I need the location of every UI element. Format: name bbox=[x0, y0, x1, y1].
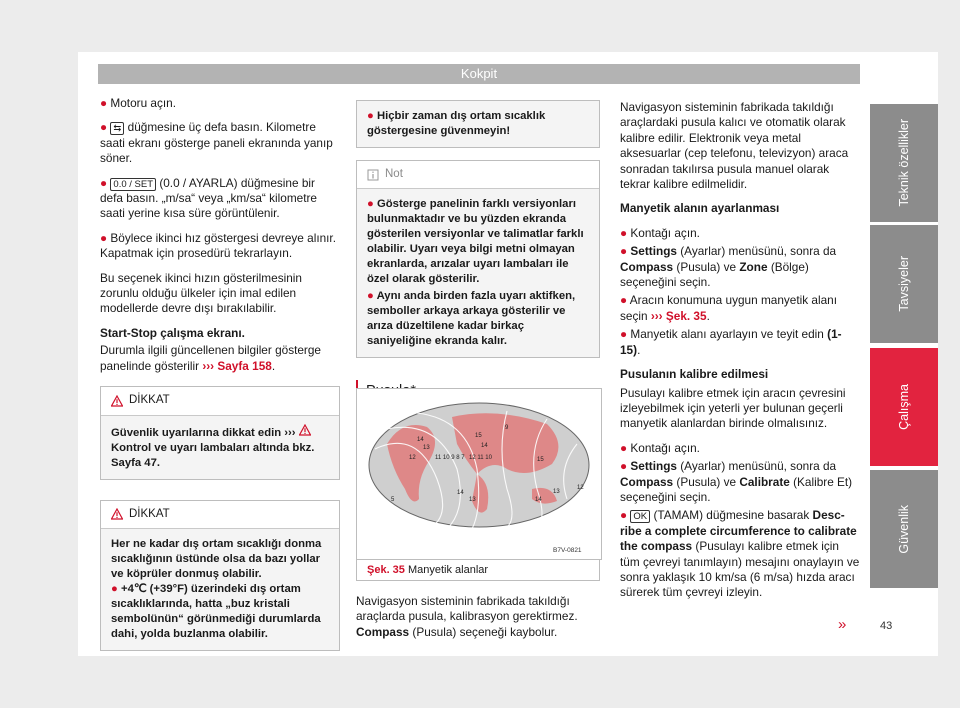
ok-button-key: OK bbox=[630, 510, 650, 523]
warning-box: DİKKAT Her ne kadar dış ortam sıcaklığı donma sıcaklığının üstünde olsa da bazı yollar ve köprüler donmuş olabilir. ● +4℃ (+39°F) üzerindeki dış ortam sıcaklıklarında, hatta „buz kristali sembolünün“ görünmediği durumlarda dahi, yolda buzlanma olabilir. bbox=[100, 500, 340, 651]
warning-triangle-icon bbox=[299, 424, 311, 436]
step-2: ● ⇆ düğmesine üç defa basın. Kilometre saati ekranı gösterge paneli ekranında yanıp söner. bbox=[100, 120, 333, 166]
section-heading: Pusulanın kalibre edilmesi bbox=[620, 367, 769, 382]
paragraph: Bu seçenek ikinci hızın gösterilmesinin zorunlu olduğu ülkeler için imal edilen modellerde devre dışı bırakılabilir. bbox=[100, 270, 302, 316]
note-title: Not bbox=[385, 168, 403, 180]
figure-reference-link[interactable]: ››› Şek. 35 bbox=[650, 308, 707, 323]
svg-text:15: 15 bbox=[537, 457, 544, 463]
step-1: ● Motoru açın. bbox=[100, 96, 176, 110]
step-3: ● 0.0 / SET (0.0 / AYARLA) düğmesine bir defa basın. „m/sa“ veya „km/sa“ kilometre saati yerine kısa süre görüntülenir. bbox=[100, 175, 317, 221]
section-heading: Manyetik alanın ayarlanması bbox=[620, 201, 780, 216]
svg-text:5: 5 bbox=[391, 497, 395, 503]
svg-text:11 10 9 8 7: 11 10 9 8 7 bbox=[435, 455, 465, 461]
warning-box: ● Hiçbir zaman dış ortam sıcaklık göstergesine güvenmeyin! bbox=[356, 100, 600, 148]
svg-text:14: 14 bbox=[481, 443, 488, 449]
paragraph: Pusulayı kalibre etmek için aracın çevresini izleyebilmek için yeterli yer bulunan geçerli manyetik alanlardan birinde olmalısınız. bbox=[620, 385, 846, 431]
column-2-bottom bbox=[356, 594, 600, 649]
figure-caption: Şek. 35 Manyetik alanlar bbox=[356, 559, 600, 581]
column-1 bbox=[100, 96, 340, 651]
page-number: 43 bbox=[880, 620, 893, 632]
warning-title: DİKKAT bbox=[129, 507, 170, 520]
paragraph: Navigasyon sisteminin fabrikada takıldığı araçlardaki pusula kalıcı ve otomatik olarak kalibre edilir. Elektronik veya metal aksesuarlar (cep telefonu, televizyon) araca sonradan takılırsa pusula manuel olarak tekrar kalibre edilmelidir. bbox=[620, 100, 849, 192]
svg-text:12: 12 bbox=[409, 455, 416, 461]
world-map-image bbox=[357, 389, 601, 559]
warning-box: DİKKAT Güvenlik uyarılarına dikkat edin ››› Kontrol ve uyarı lambaları altında bkz. Sayfa 47. bbox=[100, 386, 340, 479]
tab-calisma[interactable]: Çalışma bbox=[870, 348, 938, 466]
continue-arrow: » bbox=[838, 616, 847, 633]
svg-text:12: 12 bbox=[577, 485, 584, 491]
svg-text:13: 13 bbox=[469, 497, 476, 503]
warning-triangle-icon bbox=[111, 395, 123, 407]
svg-text:14: 14 bbox=[535, 497, 542, 503]
svg-text:9: 9 bbox=[505, 425, 509, 431]
set-button-key: 0.0 / SET bbox=[110, 178, 156, 191]
paragraph: Navigasyon sisteminin fabrikada takıldığı araçlarda pusula, kalibrasyon gerektirmez. Compass (Pusula) seçeneği kaybolur. bbox=[356, 594, 578, 639]
warning-title: DİKKAT bbox=[129, 394, 170, 407]
svg-text:13: 13 bbox=[423, 445, 430, 451]
menu-button-icon: ⇆ bbox=[110, 122, 124, 135]
column-2 bbox=[356, 100, 600, 402]
magnetic-zones-figure bbox=[356, 388, 602, 560]
svg-text:14: 14 bbox=[417, 437, 424, 443]
section-heading: Start-Stop çalışma ekranı. bbox=[100, 325, 245, 340]
info-icon bbox=[367, 169, 379, 181]
step-4: ● Böylece ikinci hız göstergesi devreye alınır. Kapatmak için prosedürü tekrarlayın. bbox=[100, 230, 336, 261]
page-reference-link[interactable]: ››› Sayfa 158 bbox=[202, 358, 272, 373]
svg-text:14: 14 bbox=[457, 490, 464, 496]
paragraph: Durumla ilgili güncellenen bilgiler gösterge panelinde gösterilir ››› Sayfa 158. bbox=[100, 343, 321, 373]
svg-text:15: 15 bbox=[475, 433, 482, 439]
tab-guvenlik[interactable]: Güvenlik bbox=[870, 470, 938, 588]
warning-triangle-icon bbox=[111, 508, 123, 520]
page-header: Kokpit bbox=[98, 64, 860, 84]
figure-code: B7V-0821 bbox=[553, 547, 582, 554]
svg-text:13: 13 bbox=[553, 489, 560, 495]
column-3: Navigasyon sisteminin fabrikada takıldığı araçlardaki pusula kalıcı ve otomatik olarak kalibre edilir. Elektronik veya metal aksesuarlar (cep telefonu, televizyon) araca sonradan takılırsa pusula manuel olarak tekrar kalibre edilmelidir. Manyetik alanın ayarlanması ● Kontağı açın. ● Settings (Ayarlar) menüsünü, sonra da Compass (Pusula) ve Zone (Bölge) seçeneğini seçin. ● Aracın konumuna uygun manyetik alanı seçin ››› Şek. 35. ● Manyetik alanı ayarlayın ve teyit edin (1-15). Pusulanın kalibre edilmesi Pusulayı kalibre etmek için aracın çevresini izleyebilmek için yeterli yer bulunan geçerli manyetik alanlardan birinde olmalısınız. ● Kontağı açın. ● Settings (Ayarlar) menüsünü, sonra da Compass (Pusula) ve Calibrate (Kalibre Et) seçeneğini seçin. ● OK (TAMAM) düğmesine basarak Desc-ribe a complete circumference to calibrate the compass (Pusulayı kalibre etmek için tüm çevreyi tanımlayın) mesajını onaylayın ve sonra yaklaşık 10 km/sa (6 m/sa) hızda aracı sürerek tüm çevreyi izleyin. bbox=[620, 100, 860, 600]
tab-tavsiyeler[interactable]: Tavsiyeler bbox=[870, 225, 938, 343]
tab-teknik-ozellikler[interactable]: Teknik özellikler bbox=[870, 104, 938, 222]
svg-text:12 11 10: 12 11 10 bbox=[469, 455, 492, 461]
note-box: Not ● Gösterge panelinin farklı versiyonları bulunmaktadır ve bu yüzden ekranda gösterilen versiyonlar ve talimatlar farklı olabilir. Uyarı veya bilgi metni olmayan ekranlarda, arızalar uyarı lambaları ile özel olarak gösterilir. ● Aynı anda birden fazla uyarı aktifken, semboller arkaya arkaya gösterilir ve arıza düzeltilene kadar birkaç saniyeliğine ekranda kalır. bbox=[356, 160, 600, 358]
